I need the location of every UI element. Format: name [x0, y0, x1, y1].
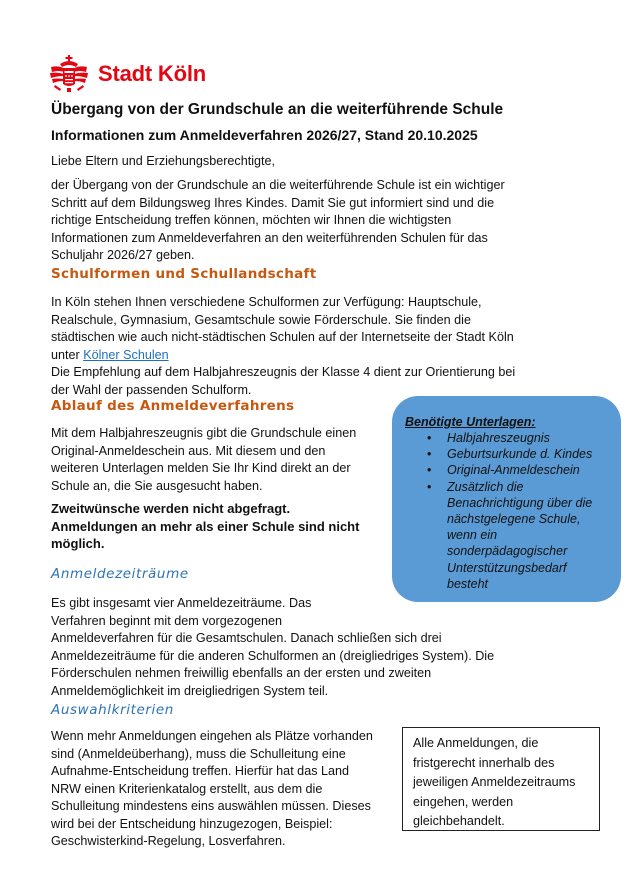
text-line: Anmeldeverfahren für die Gesamtschulen. Danach schließen sich drei: [51, 631, 442, 645]
text-line: [51, 347, 611, 365]
text-line: weiteren Unterlagen melden Sie Ihr Kind direkt an der: [51, 461, 351, 475]
text-line: Informationen zum Anmeldeverfahren an den weiterführenden Schulen für das: [51, 230, 488, 245]
zeitraeume-paragraph: [51, 595, 611, 700]
text-line: jeweiligen Anmeldezeitraums: [413, 775, 576, 789]
note-text: [413, 734, 593, 832]
text-line: Wenn mehr Anmeldungen eingehen als Plätze vorhanden: [51, 729, 373, 743]
stadt-koeln-logo: [49, 55, 206, 93]
text-line: Förderschulen nehmen freiwillig ebenfalls an der ersten und zweiten: [51, 666, 432, 680]
ablauf-paragraph: [51, 425, 391, 495]
text-line: städtischen wie auch nicht-städtischen Schulen auf der Internetseite der Stadt Köln: [51, 330, 514, 344]
document-subtitle: Informationen zum Anmeldeverfahren 2026/27, Stand 20.10.2025: [51, 127, 478, 143]
list-item: • Halbjahreszeugnis: [447, 430, 607, 446]
koelner-schulen-link[interactable]: Kölner Schulen: [83, 347, 169, 362]
text-line: sind (Anmeldeüberhang), muss die Schulleitung eine: [51, 746, 346, 761]
text-line: Die Empfehlung auf dem Halbjahreszeugnis der Klasse 4 dient zur Orientierung bei: [51, 365, 516, 379]
text-line: Realschule, Gymnasium, Gesamtschule sowie Förderschule. Sie finden die: [51, 312, 471, 327]
text-line: Verfahren beginnt mit dem vorgezogenen: [51, 613, 283, 628]
text-line: fristgerecht innerhalb des: [413, 755, 555, 770]
section-heading-kriterien: Auswahlkriterien: [51, 702, 174, 718]
text-line: Geschwisterkind-Regelung, Losverfahren.: [51, 834, 286, 848]
logo-text: Stadt Köln: [98, 61, 206, 86]
text-line: Anmeldezeiträume für die anderen Schulformen an (dreigliedriges System). Die: [51, 648, 495, 663]
text-line: Mit dem Halbjahreszeugnis gibt die Grundschule einen: [51, 426, 357, 440]
text-line: eingehen, werden: [413, 794, 514, 809]
text-line: Alle Anmeldungen, die: [413, 736, 539, 750]
text-line: Es gibt insgesamt vier Anmeldezeiträume. Das: [51, 596, 312, 610]
required-documents-list: [392, 430, 607, 592]
cologne-coat-of-arms-eagle-icon: [49, 55, 89, 93]
text-line: Schulleitung mindestens eins auswählen müssen. Dieses: [51, 799, 371, 813]
schulformen-paragraph: [51, 294, 611, 399]
text-line: Schritt auf dem Bildungsweg Ihres Kindes. Damit Sie gut informiert sind und die: [51, 195, 495, 210]
kriterien-paragraph: [51, 728, 396, 851]
text-line: der Übergang von der Grundschule an die weiterführende Schule ist ein wichtiger: [51, 178, 505, 192]
list-item: • Original-Anmeldeschein: [447, 462, 607, 478]
required-documents-box: [392, 396, 621, 602]
text-line: möglich.: [51, 536, 105, 551]
text-line: richtige Entscheidung treffen können, möchten wir Ihnen die wichtigsten: [51, 213, 452, 227]
text-line: Anmeldemöglichkeit im dreigliedrigen System teil.: [51, 683, 329, 698]
intro-paragraph: [51, 177, 591, 265]
text-line: gleichbehandelt.: [413, 814, 505, 828]
required-documents-heading: Benötigte Unterlagen:: [405, 415, 536, 429]
text-line: NRW einen Kriterienkatalog erstellt, aus dem die: [51, 781, 323, 796]
section-heading-schulformen: Schulformen und Schullandschaft: [51, 266, 317, 282]
document-title: Übergang von der Grundschule an die weiterführende Schule: [51, 101, 504, 118]
text-line: Original-Anmeldeschein aus. Mit diesem und den: [51, 443, 326, 458]
text-line: Schule an, die Sie ausgesucht haben.: [51, 478, 263, 493]
ablauf-bold-note: [51, 500, 391, 553]
equal-treatment-note-box: [402, 727, 600, 831]
text-line: Aufnahme-Entscheidung treffen. Hierfür hat das Land: [51, 764, 350, 778]
list-item: • Zusätzlich die Benachrichtigung über die nächstgelegene Schule, wenn ein sonderpädagogischer Unterstützungsbedarf besteht: [447, 479, 607, 592]
text-line: Zweitwünsche werden nicht abgefragt.: [51, 501, 291, 516]
text-line: wird bei der Entscheidung hinzugezogen, Beispiel:: [51, 816, 333, 831]
section-heading-ablauf: Ablauf des Anmeldeverfahrens: [51, 398, 295, 414]
text-line: Anmeldungen an mehr als einer Schule sind nicht: [51, 518, 360, 534]
greeting: Liebe Eltern und Erziehungsberechtigte,: [51, 154, 276, 168]
text-line: In Köln stehen Ihnen verschiedene Schulformen zur Verfügung: Hauptschule,: [51, 295, 482, 309]
text-line: der Wahl der passenden Schulform.: [51, 382, 252, 397]
list-item: • Geburtsurkunde d. Kindes: [447, 446, 607, 462]
text-line: Schuljahr 2026/27 geben.: [51, 248, 195, 262]
link-prefix: unter: [51, 347, 84, 362]
section-heading-zeitraeume: Anmeldezeiträume: [51, 566, 189, 582]
